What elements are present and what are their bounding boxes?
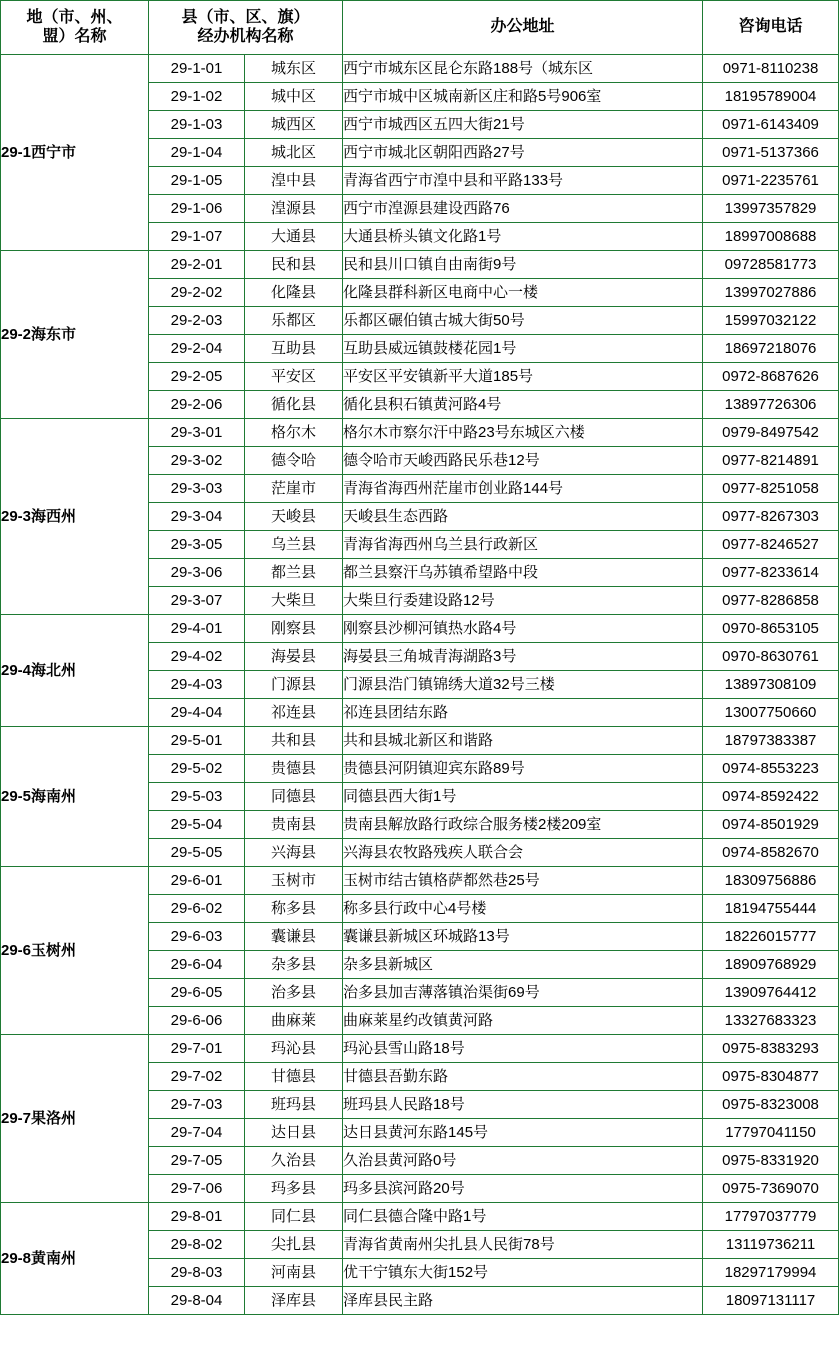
phone-number-cell: 0975-8323008 xyxy=(703,1091,839,1119)
table-row xyxy=(1,1203,839,1231)
county-name-cell: 湟中县 xyxy=(245,167,343,195)
county-name-cell: 乐都区 xyxy=(245,307,343,335)
agency-code-cell: 29-6-04 xyxy=(149,951,245,979)
office-address-cell: 祁连县团结东路 xyxy=(343,699,703,727)
agency-code-cell: 29-8-01 xyxy=(149,1203,245,1231)
agency-code-cell: 29-3-01 xyxy=(149,419,245,447)
county-name-cell: 班玛县 xyxy=(245,1091,343,1119)
office-address-cell: 久治县黄河路0号 xyxy=(343,1147,703,1175)
office-address-cell: 贵南县解放路行政综合服务楼2楼209室 xyxy=(343,811,703,839)
county-name-cell: 茫崖市 xyxy=(245,475,343,503)
agency-code-cell: 29-1-05 xyxy=(149,167,245,195)
county-name-cell: 海晏县 xyxy=(245,643,343,671)
agency-code-cell: 29-2-06 xyxy=(149,391,245,419)
phone-number-cell: 0970-8630761 xyxy=(703,643,839,671)
office-address-cell: 德令哈市天峻西路民乐巷12号 xyxy=(343,447,703,475)
agency-code-cell: 29-3-04 xyxy=(149,503,245,531)
office-address-cell: 刚察县沙柳河镇热水路4号 xyxy=(343,615,703,643)
office-address-cell: 西宁市城中区城南新区庄和路5号906室 xyxy=(343,83,703,111)
office-address-cell: 海晏县三角城青海湖路3号 xyxy=(343,643,703,671)
county-name-cell: 格尔木 xyxy=(245,419,343,447)
office-address-cell: 治多县加吉薄落镇治渠街69号 xyxy=(343,979,703,1007)
county-name-cell: 城西区 xyxy=(245,111,343,139)
county-name-cell: 达日县 xyxy=(245,1119,343,1147)
phone-number-cell: 0977-8233614 xyxy=(703,559,839,587)
agency-code-cell: 29-1-04 xyxy=(149,139,245,167)
region-cell: 29-1西宁市 xyxy=(1,55,149,251)
county-name-cell: 大通县 xyxy=(245,223,343,251)
county-name-cell: 平安区 xyxy=(245,363,343,391)
phone-number-cell: 18697218076 xyxy=(703,335,839,363)
agency-code-cell: 29-8-02 xyxy=(149,1231,245,1259)
agency-code-cell: 29-2-05 xyxy=(149,363,245,391)
phone-number-cell: 0975-8331920 xyxy=(703,1147,839,1175)
agency-code-cell: 29-2-04 xyxy=(149,335,245,363)
phone-number-cell: 09728581773 xyxy=(703,251,839,279)
column-header-county xyxy=(149,1,343,55)
agency-code-cell: 29-6-03 xyxy=(149,923,245,951)
phone-number-cell: 0972-8687626 xyxy=(703,363,839,391)
county-name-cell: 兴海县 xyxy=(245,839,343,867)
agency-code-cell: 29-3-06 xyxy=(149,559,245,587)
agency-code-cell: 29-8-03 xyxy=(149,1259,245,1287)
phone-number-cell: 0975-7369070 xyxy=(703,1175,839,1203)
agency-code-cell: 29-2-02 xyxy=(149,279,245,307)
office-address-cell: 同德县西大街1号 xyxy=(343,783,703,811)
column-header-county-line2: 经办机构名称 xyxy=(197,27,294,45)
county-name-cell: 城北区 xyxy=(245,139,343,167)
office-address-cell: 班玛县人民路18号 xyxy=(343,1091,703,1119)
region-cell: 29-6玉树州 xyxy=(1,867,149,1035)
agency-code-cell: 29-2-03 xyxy=(149,307,245,335)
agency-code-cell: 29-5-02 xyxy=(149,755,245,783)
office-address-cell: 玉树市结古镇格萨都然巷25号 xyxy=(343,867,703,895)
office-address-cell: 民和县川口镇自由南街9号 xyxy=(343,251,703,279)
phone-number-cell: 18909768929 xyxy=(703,951,839,979)
agency-code-cell: 29-6-02 xyxy=(149,895,245,923)
office-address-cell: 青海省海西州茫崖市创业路144号 xyxy=(343,475,703,503)
office-address-cell: 乐都区碾伯镇古城大街50号 xyxy=(343,307,703,335)
office-address-cell: 青海省海西州乌兰县行政新区 xyxy=(343,531,703,559)
county-name-cell: 天峻县 xyxy=(245,503,343,531)
office-address-cell: 同仁县德合隆中路1号 xyxy=(343,1203,703,1231)
agency-code-cell: 29-6-05 xyxy=(149,979,245,1007)
region-cell: 29-5海南州 xyxy=(1,727,149,867)
office-address-cell: 杂多县新城区 xyxy=(343,951,703,979)
agency-code-cell: 29-3-02 xyxy=(149,447,245,475)
phone-number-cell: 0970-8653105 xyxy=(703,615,839,643)
office-address-cell: 共和县城北新区和谐路 xyxy=(343,727,703,755)
phone-number-cell: 0974-8592422 xyxy=(703,783,839,811)
county-name-cell: 泽库县 xyxy=(245,1287,343,1315)
column-header-phone: 咨询电话 xyxy=(703,1,839,55)
agency-code-cell: 29-3-03 xyxy=(149,475,245,503)
office-address-cell: 青海省黄南州尖扎县人民街78号 xyxy=(343,1231,703,1259)
column-header-region xyxy=(1,1,149,55)
table-row xyxy=(1,1035,839,1063)
agency-code-cell: 29-5-03 xyxy=(149,783,245,811)
region-cell: 29-8黄南州 xyxy=(1,1203,149,1315)
phone-number-cell: 0974-8582670 xyxy=(703,839,839,867)
county-name-cell: 玉树市 xyxy=(245,867,343,895)
phone-number-cell: 13007750660 xyxy=(703,699,839,727)
phone-number-cell: 0979-8497542 xyxy=(703,419,839,447)
county-name-cell: 玛多县 xyxy=(245,1175,343,1203)
county-name-cell: 共和县 xyxy=(245,727,343,755)
office-address-cell: 玛沁县雪山路18号 xyxy=(343,1035,703,1063)
agency-code-cell: 29-4-03 xyxy=(149,671,245,699)
phone-number-cell: 13327683323 xyxy=(703,1007,839,1035)
office-address-cell: 门源县浩门镇锦绣大道32号三楼 xyxy=(343,671,703,699)
agency-code-cell: 29-6-06 xyxy=(149,1007,245,1035)
phone-number-cell: 13909764412 xyxy=(703,979,839,1007)
agency-code-cell: 29-5-05 xyxy=(149,839,245,867)
county-name-cell: 化隆县 xyxy=(245,279,343,307)
office-address-cell: 西宁市城东区昆仑东路188号（城东区 xyxy=(343,55,703,83)
office-address-cell: 达日县黄河东路145号 xyxy=(343,1119,703,1147)
county-name-cell: 祁连县 xyxy=(245,699,343,727)
office-address-cell: 囊谦县新城区环城路13号 xyxy=(343,923,703,951)
county-name-cell: 德令哈 xyxy=(245,447,343,475)
agency-code-cell: 29-1-03 xyxy=(149,111,245,139)
office-address-cell: 西宁市城西区五四大街21号 xyxy=(343,111,703,139)
office-address-cell: 贵德县河阴镇迎宾东路89号 xyxy=(343,755,703,783)
agency-code-cell: 29-7-03 xyxy=(149,1091,245,1119)
office-address-cell: 大通县桥头镇文化路1号 xyxy=(343,223,703,251)
phone-number-cell: 18226015777 xyxy=(703,923,839,951)
office-address-cell: 曲麻莱星约改镇黄河路 xyxy=(343,1007,703,1035)
agency-code-cell: 29-7-04 xyxy=(149,1119,245,1147)
county-name-cell: 贵德县 xyxy=(245,755,343,783)
county-name-cell: 尖扎县 xyxy=(245,1231,343,1259)
region-cell: 29-3海西州 xyxy=(1,419,149,615)
agency-code-cell: 29-7-02 xyxy=(149,1063,245,1091)
column-header-region-line1: 地（市、州、 xyxy=(26,9,123,27)
region-cell: 29-2海东市 xyxy=(1,251,149,419)
county-name-cell: 湟源县 xyxy=(245,195,343,223)
agency-code-cell: 29-7-05 xyxy=(149,1147,245,1175)
agency-code-cell: 29-5-04 xyxy=(149,811,245,839)
phone-number-cell: 13897308109 xyxy=(703,671,839,699)
office-address-cell: 称多县行政中心4号楼 xyxy=(343,895,703,923)
agency-code-cell: 29-1-07 xyxy=(149,223,245,251)
county-name-cell: 民和县 xyxy=(245,251,343,279)
office-address-cell: 甘德县吾勤东路 xyxy=(343,1063,703,1091)
phone-number-cell: 0975-8304877 xyxy=(703,1063,839,1091)
phone-number-cell: 18309756886 xyxy=(703,867,839,895)
office-address-cell: 西宁市湟源县建设西路76 xyxy=(343,195,703,223)
county-name-cell: 同德县 xyxy=(245,783,343,811)
county-name-cell: 大柴旦 xyxy=(245,587,343,615)
county-name-cell: 乌兰县 xyxy=(245,531,343,559)
agency-code-cell: 29-7-01 xyxy=(149,1035,245,1063)
agency-code-cell: 29-1-02 xyxy=(149,83,245,111)
phone-number-cell: 18997008688 xyxy=(703,223,839,251)
phone-number-cell: 0974-8501929 xyxy=(703,811,839,839)
office-address-cell: 天峻县生态西路 xyxy=(343,503,703,531)
phone-number-cell: 13897726306 xyxy=(703,391,839,419)
agency-code-cell: 29-5-01 xyxy=(149,727,245,755)
phone-number-cell: 18195789004 xyxy=(703,83,839,111)
county-name-cell: 曲麻莱 xyxy=(245,1007,343,1035)
county-name-cell: 贵南县 xyxy=(245,811,343,839)
office-address-cell: 化隆县群科新区电商中心一楼 xyxy=(343,279,703,307)
column-header-address: 办公地址 xyxy=(343,1,703,55)
phone-number-cell: 0974-8553223 xyxy=(703,755,839,783)
agency-code-cell: 29-2-01 xyxy=(149,251,245,279)
office-address-cell: 互助县威远镇鼓楼花园1号 xyxy=(343,335,703,363)
table-row xyxy=(1,251,839,279)
table-row xyxy=(1,419,839,447)
county-name-cell: 杂多县 xyxy=(245,951,343,979)
agency-code-cell: 29-8-04 xyxy=(149,1287,245,1315)
phone-number-cell: 0977-8246527 xyxy=(703,531,839,559)
phone-number-cell: 0971-5137366 xyxy=(703,139,839,167)
agency-code-cell: 29-6-01 xyxy=(149,867,245,895)
agency-code-cell: 29-7-06 xyxy=(149,1175,245,1203)
table-header-row xyxy=(1,1,839,55)
agency-code-cell: 29-3-07 xyxy=(149,587,245,615)
office-address-cell: 格尔木市察尔汗中路23号东城区六楼 xyxy=(343,419,703,447)
office-address-cell: 大柴旦行委建设路12号 xyxy=(343,587,703,615)
office-address-cell: 青海省西宁市湟中县和平路133号 xyxy=(343,167,703,195)
region-cell: 29-4海北州 xyxy=(1,615,149,727)
office-address-cell: 循化县积石镇黄河路4号 xyxy=(343,391,703,419)
county-name-cell: 刚察县 xyxy=(245,615,343,643)
table-row xyxy=(1,867,839,895)
phone-number-cell: 18797383387 xyxy=(703,727,839,755)
county-name-cell: 门源县 xyxy=(245,671,343,699)
county-name-cell: 甘德县 xyxy=(245,1063,343,1091)
county-name-cell: 囊谦县 xyxy=(245,923,343,951)
phone-number-cell: 18194755444 xyxy=(703,895,839,923)
phone-number-cell: 0977-8251058 xyxy=(703,475,839,503)
phone-number-cell: 13997357829 xyxy=(703,195,839,223)
county-name-cell: 河南县 xyxy=(245,1259,343,1287)
county-name-cell: 城中区 xyxy=(245,83,343,111)
table-body xyxy=(1,55,839,1315)
phone-number-cell: 15997032122 xyxy=(703,307,839,335)
column-header-county-line1: 县（市、区、旗） xyxy=(181,9,310,27)
phone-number-cell: 0971-2235761 xyxy=(703,167,839,195)
column-header-region-line2: 盟）名称 xyxy=(42,27,107,45)
county-name-cell: 久治县 xyxy=(245,1147,343,1175)
agency-code-cell: 29-1-06 xyxy=(149,195,245,223)
county-name-cell: 都兰县 xyxy=(245,559,343,587)
county-name-cell: 玛沁县 xyxy=(245,1035,343,1063)
phone-number-cell: 0971-6143409 xyxy=(703,111,839,139)
office-address-cell: 西宁市城北区朝阳西路27号 xyxy=(343,139,703,167)
phone-number-cell: 18297179994 xyxy=(703,1259,839,1287)
region-cell: 29-7果洛州 xyxy=(1,1035,149,1203)
agency-code-cell: 29-1-01 xyxy=(149,55,245,83)
office-address-cell: 平安区平安镇新平大道185号 xyxy=(343,363,703,391)
phone-number-cell: 13119736211 xyxy=(703,1231,839,1259)
table-header xyxy=(1,1,839,55)
county-name-cell: 城东区 xyxy=(245,55,343,83)
phone-number-cell: 13997027886 xyxy=(703,279,839,307)
office-address-cell: 都兰县察汗乌苏镇希望路中段 xyxy=(343,559,703,587)
table-row xyxy=(1,55,839,83)
office-address-cell: 泽库县民主路 xyxy=(343,1287,703,1315)
county-name-cell: 循化县 xyxy=(245,391,343,419)
phone-number-cell: 0977-8214891 xyxy=(703,447,839,475)
county-name-cell: 称多县 xyxy=(245,895,343,923)
agency-code-cell: 29-4-02 xyxy=(149,643,245,671)
agency-code-cell: 29-3-05 xyxy=(149,531,245,559)
phone-number-cell: 0971-8110238 xyxy=(703,55,839,83)
agency-code-cell: 29-4-04 xyxy=(149,699,245,727)
office-address-cell: 玛多县滨河路20号 xyxy=(343,1175,703,1203)
phone-number-cell: 0977-8286858 xyxy=(703,587,839,615)
county-name-cell: 同仁县 xyxy=(245,1203,343,1231)
table-row xyxy=(1,615,839,643)
phone-number-cell: 0975-8383293 xyxy=(703,1035,839,1063)
phone-number-cell: 17797037779 xyxy=(703,1203,839,1231)
phone-number-cell: 18097131117 xyxy=(703,1287,839,1315)
phone-number-cell: 0977-8267303 xyxy=(703,503,839,531)
agency-code-cell: 29-4-01 xyxy=(149,615,245,643)
county-name-cell: 互助县 xyxy=(245,335,343,363)
office-address-cell: 优干宁镇东大街152号 xyxy=(343,1259,703,1287)
county-name-cell: 治多县 xyxy=(245,979,343,1007)
phone-number-cell: 17797041150 xyxy=(703,1119,839,1147)
table-row xyxy=(1,727,839,755)
office-address-cell: 兴海县农牧路残疾人联合会 xyxy=(343,839,703,867)
